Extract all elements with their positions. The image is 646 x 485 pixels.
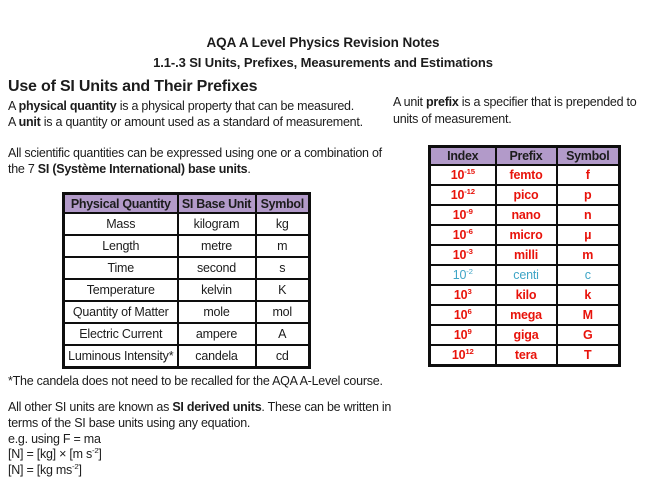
prefix-cell: pico xyxy=(496,185,557,205)
quantity-cell: Mass xyxy=(64,213,178,235)
prefix-row-tera xyxy=(430,345,620,366)
prefix-row-femto xyxy=(430,165,620,185)
prefix-definition-line-2: units of measurement. xyxy=(393,112,512,126)
si-table-row xyxy=(64,301,310,323)
index-cell: $10^{-2}$ xyxy=(430,265,496,285)
prefix-row-giga xyxy=(430,325,620,345)
si-intro-line-2: the 7 SI (Système International) base units. xyxy=(8,162,251,176)
unit-cell: second xyxy=(178,257,256,279)
index-cell: $10^{-12}$ xyxy=(430,185,496,205)
prefix-cell: kilo xyxy=(496,285,557,305)
index-cell: $10^{-9}$ xyxy=(430,205,496,225)
symbol-cell: G xyxy=(557,325,620,345)
symbol-cell: T xyxy=(557,345,620,366)
si-table-row xyxy=(64,279,310,301)
prefix-definition-line-1: A unit prefix is a specifier that is prepended to xyxy=(393,95,637,109)
prefix-cell: centi xyxy=(496,265,557,285)
si-intro-line-1: All scientific quantities can be expressed using one or a combination of xyxy=(8,146,382,160)
quantity-cell: Length xyxy=(64,235,178,257)
prefix-table-header-row xyxy=(430,147,620,166)
symbol-cell: µ xyxy=(557,225,620,245)
prefix-cell: nano xyxy=(496,205,557,225)
section-heading: Use of SI Units and Their Prefixes xyxy=(8,78,258,95)
prefix-header-prefix: Prefix xyxy=(496,147,557,166)
index-cell: $10^{12}$ xyxy=(430,345,496,366)
page-title: AQA A Level Physics Revision Notes xyxy=(206,35,440,50)
prefix-cell: femto xyxy=(496,165,557,185)
si-table-row xyxy=(64,323,310,345)
symbol-cell: m xyxy=(256,235,310,257)
quantity-cell: Temperature xyxy=(64,279,178,301)
symbol-cell: c xyxy=(557,265,620,285)
prefix-cell: tera xyxy=(496,345,557,366)
unit-cell: kelvin xyxy=(178,279,256,301)
quantity-cell: Time xyxy=(64,257,178,279)
candela-footnote: *The candela does not need to be recalled for the AQA A-Level course. xyxy=(8,374,383,388)
derived-units-line-2: terms of the SI base units using any equation. xyxy=(8,416,251,430)
unit-cell: mole xyxy=(178,301,256,323)
prefix-row-micro xyxy=(430,225,620,245)
unit-cell: ampere xyxy=(178,323,256,345)
unit-cell: metre xyxy=(178,235,256,257)
prefix-header-index: Index xyxy=(430,147,496,166)
prefix-row-nano xyxy=(430,205,620,225)
prefix-header-symbol: Symbol xyxy=(557,147,620,166)
quantity-cell: Luminous Intensity* xyxy=(64,345,178,368)
index-cell: $10^3$ xyxy=(430,285,496,305)
si-header-symbol: Symbol xyxy=(256,194,310,214)
prefix-cell: micro xyxy=(496,225,557,245)
si-table-row xyxy=(64,235,310,257)
si-header-physical-quantity: Physical Quantity xyxy=(64,194,178,214)
definition-unit: A unit is a quantity or amount used as a standard of measurement. xyxy=(8,115,363,129)
symbol-cell: p xyxy=(557,185,620,205)
title-block xyxy=(0,36,646,69)
index-cell: $10^{-6}$ xyxy=(430,225,496,245)
symbol-cell: f xyxy=(557,165,620,185)
index-cell: $10^6$ xyxy=(430,305,496,325)
si-prefixes-table xyxy=(428,145,621,367)
si-base-units-table xyxy=(62,192,311,369)
prefix-row-milli xyxy=(430,245,620,265)
unit-cell: candela xyxy=(178,345,256,368)
prefix-row-pico xyxy=(430,185,620,205)
si-table-row xyxy=(64,257,310,279)
symbol-cell: cd xyxy=(256,345,310,368)
si-table-row xyxy=(64,213,310,235)
si-header-base-unit: SI Base Unit xyxy=(178,194,256,214)
symbol-cell: n xyxy=(557,205,620,225)
page-subtitle: 1.1-.3 SI Units, Prefixes, Measurements and Estimations xyxy=(153,54,493,70)
si-table-header-row xyxy=(64,194,310,214)
symbol-cell: s xyxy=(256,257,310,279)
quantity-cell: Quantity of Matter xyxy=(64,301,178,323)
example-equation-intro: e.g. using F = ma xyxy=(8,432,101,446)
quantity-cell: Electric Current xyxy=(64,323,178,345)
prefix-cell: milli xyxy=(496,245,557,265)
symbol-cell: A xyxy=(256,323,310,345)
example-equation-2: [N] = [kg $ms^{-2}$] xyxy=(8,461,82,477)
index-cell: $10^{-15}$ xyxy=(430,165,496,185)
derived-units-line-1: All other SI units are known as SI derived units. These can be written in xyxy=(8,400,392,414)
prefix-row-centi xyxy=(430,265,620,285)
symbol-cell: k xyxy=(557,285,620,305)
symbol-cell: mol xyxy=(256,301,310,323)
prefix-row-kilo xyxy=(430,285,620,305)
symbol-cell: kg xyxy=(256,213,310,235)
definition-physical-quantity: A physical quantity is a physical property that can be measured. xyxy=(8,99,354,113)
index-cell: $10^9$ xyxy=(430,325,496,345)
prefix-row-mega xyxy=(430,305,620,325)
symbol-cell: M xyxy=(557,305,620,325)
unit-cell: kilogram xyxy=(178,213,256,235)
index-cell: $10^{-3}$ xyxy=(430,245,496,265)
prefix-cell: giga xyxy=(496,325,557,345)
example-equation-1: [N] = [kg] × [m $s^{-2}$] xyxy=(8,445,102,461)
symbol-cell: m xyxy=(557,245,620,265)
si-table-row xyxy=(64,345,310,368)
prefix-cell: mega xyxy=(496,305,557,325)
symbol-cell: K xyxy=(256,279,310,301)
